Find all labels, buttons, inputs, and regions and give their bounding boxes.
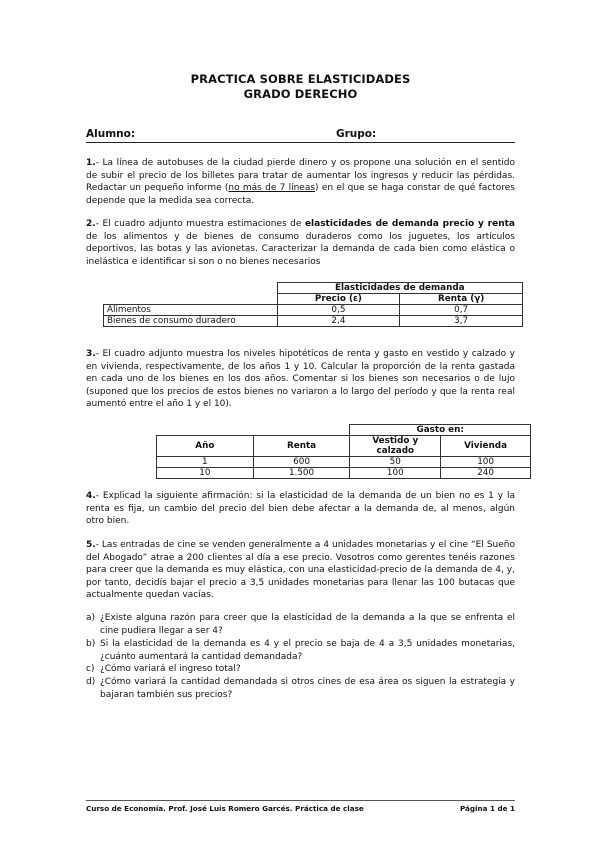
document-title: PRACTICA SOBRE ELASTICIDADES [190, 72, 411, 86]
document-subtitle: GRADO DERECHO [243, 87, 358, 101]
table-row: Bienes de consumo duradero 2,4 3,7 [104, 316, 523, 327]
question-4-number: 4. [86, 491, 96, 501]
col-header-price: Precio (ε) [277, 294, 400, 305]
question-1-number: 1. [86, 158, 96, 168]
sub-question-c: c) ¿Cómo variará el ingreso total? [86, 664, 241, 674]
group-label: Grupo: [336, 128, 377, 140]
question-1: 1.- La línea de autobuses de la ciudad pierde dinero y os propone una solución en el sentido de subir el precio de los billetes para tratar de aumentar los ingresos y reducir las pérdidas. Redactar un pequeño informe (no más de 7 líneas) en el que se haga constar de qué factores depende que la medida sea correcta. [86, 158, 515, 206]
document-page [86, 0, 515, 848]
table-row: 10 1.500 100 240 [157, 468, 531, 479]
col-header-income: Renta (γ) [400, 294, 523, 305]
table-row: Alimentos 0,5 0,7 [104, 305, 523, 316]
student-info-line [86, 126, 515, 143]
table-group-header: Elasticidades de demanda [277, 283, 522, 294]
col-header-clothing: Vestido y calzado [350, 436, 441, 457]
question-4: 4.- Explicad la siguiente afirmación: si la elasticidad de la demanda de un bien no es 1 y la renta es fija, un cambio del precio del bien debe afectar a la demanda de, al menos, algún otro bien. [86, 491, 515, 527]
question-5-number: 5. [86, 540, 96, 550]
footer-page-number: Página 1 de 1 [459, 804, 515, 813]
question-3: 3.- El cuadro adjunto muestra los niveles hipotéticos de renta y gasto en vestido y calzado y en vivienda, respectivamente, de los años 1 y 10. Calcular la proporción de la renta gastada en cada uno de los bienes en los dos años. Comentar si los bienes son necesarios o de lujo (suponed que los precios de estos bienes no variaron a lo largo del período y que la renta real aumentó entre el año 1 y el 10). [86, 349, 515, 410]
page-footer [86, 800, 515, 813]
question-5: 5.- Las entradas de cine se venden generalmente a 4 unidades monetarias y el cine “El Sueño del Abogado” atrae a 200 clientes al día a ese precio. Vosotros como gerentes tenéis razones para creer que la demanda es muy elástica, con una elasticidad-precio de la demanda de 4, y, por tanto, decidís bajar el precio a 3,5 unidades monetarias para llenar las 100 butacas que actualmente quedan vacías. [86, 540, 515, 601]
table-group-header: Gasto en: [350, 425, 531, 436]
sub-question-a: a) ¿Existe alguna razón para creer que la elasticidad de la demanda a la que se enfrenta el cine pudiera llegar a ser 4? [86, 613, 515, 636]
col-header-year: Año [157, 436, 254, 457]
question-3-number: 3. [86, 349, 96, 359]
sub-question-b: b) Si la elasticidad de la demanda es 4 y el precio se baja de 4 a 3,5 unidades monetarias, ¿cuánto aumentará la cantidad demandada? [86, 639, 515, 662]
student-label: Alumno: [86, 128, 136, 140]
underlined-note: no más de 7 líneas [228, 183, 316, 194]
table-row: 1 600 50 100 [157, 457, 531, 468]
question-2: 2.- El cuadro adjunto muestra estimaciones de elasticidades de demanda precio y renta de los alimentos y de bienes de consumo duraderos como los juguetes, los artículos deportivos, las botas y las avionetas. Caracterizar la demanda de cada bien como elástica o inelástica e identificar si son o no bienes necesarios [86, 219, 515, 267]
sub-question-d: d) ¿Cómo variará la cantidad demandada si otros cines de esa área os siguen la estrategia y bajaran también sus precios? [86, 677, 515, 700]
footer-course: Curso de Economía. Prof. José Luis Romero Garcés. Práctica de clase [86, 804, 364, 813]
col-header-income: Renta [253, 436, 350, 457]
col-header-housing: Vivienda [441, 436, 531, 457]
spending-table [156, 424, 531, 479]
elasticities-table [103, 282, 523, 327]
question-2-number: 2. [86, 219, 96, 229]
